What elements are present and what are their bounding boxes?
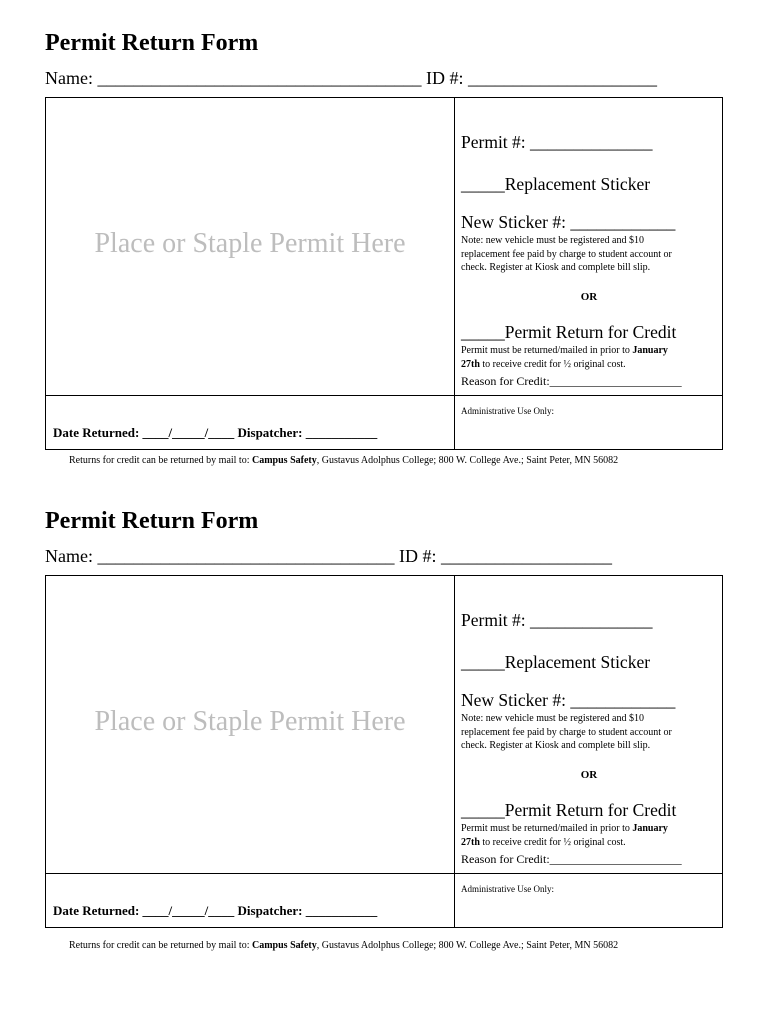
permit-box <box>45 97 723 450</box>
credit-note <box>461 822 719 849</box>
credit-deadline-month: January <box>632 823 668 834</box>
credit-note-text: Permit must be returned/mailed in prior to <box>461 823 633 834</box>
sticker-note-line: check. Register at Kiosk and complete bill slip. <box>461 740 651 751</box>
sticker-note-line: check. Register at Kiosk and complete bill slip. <box>461 262 651 273</box>
permit-placeholder: Place or Staple Permit Here <box>94 228 406 259</box>
credit-deadline-day: 27th <box>461 836 480 848</box>
mail-return-footer <box>69 939 618 952</box>
sticker-note-line: replacement fee paid by charge to student account or <box>461 248 672 260</box>
or-label: OR <box>580 291 598 303</box>
replacement-sticker-line: _____Replacement Sticker <box>461 174 651 194</box>
name-id-line: Name: ____________________________________ ID #: _____________________ <box>45 68 657 88</box>
permit-placeholder: Place or Staple Permit Here <box>94 706 406 737</box>
footer-address: , Gustavus Adolphus College; 800 W. College Ave.; Saint Peter, MN 56082 <box>316 455 619 466</box>
return-credit-line: _____Permit Return for Credit <box>461 800 677 820</box>
new-sticker-line: New Sticker #: ____________ <box>461 212 676 232</box>
credit-note-text: to receive credit for ½ original cost. <box>479 358 626 370</box>
credit-note-text: Permit must be returned/mailed in prior to <box>461 345 633 356</box>
mail-return-footer <box>69 454 618 467</box>
sticker-note-line: replacement fee paid by charge to student account or <box>461 726 672 738</box>
credit-note-text: to receive credit for ½ original cost. <box>479 836 626 848</box>
credit-deadline-month: January <box>632 345 668 356</box>
form-title: Permit Return Form <box>45 508 259 534</box>
footer-text: Returns for credit can be returned by mail to: <box>69 455 252 466</box>
footer-department: Campus Safety <box>252 455 317 466</box>
divider-vertical <box>454 576 455 928</box>
return-credit-line: _____Permit Return for Credit <box>461 322 677 342</box>
permit-box <box>45 575 723 928</box>
divider-horizontal <box>46 395 723 396</box>
divider-vertical <box>454 98 455 450</box>
sticker-note-line: Note: new vehicle must be registered and $10 <box>461 235 644 246</box>
date-dispatcher-line: Date Returned: ____/_____/____ Dispatcher: ___________ <box>53 425 378 440</box>
or-label: OR <box>580 769 598 781</box>
new-sticker-line: New Sticker #: ____________ <box>461 690 676 710</box>
name-id-line: Name: _________________________________ ID #: ___________________ <box>45 546 612 566</box>
date-dispatcher-line: Date Returned: ____/_____/____ Dispatcher: ___________ <box>53 903 378 918</box>
reason-for-credit-line: Reason for Credit:______________________ <box>461 374 682 388</box>
admin-use-label: Administrative Use Only: <box>461 884 554 894</box>
credit-deadline-day: 27th <box>461 358 480 370</box>
replacement-sticker-line: _____Replacement Sticker <box>461 652 651 672</box>
sticker-note <box>461 234 719 275</box>
form-title: Permit Return Form <box>45 30 259 56</box>
permit-number-line: Permit #: ______________ <box>461 132 653 152</box>
divider-horizontal <box>46 873 723 874</box>
credit-note <box>461 344 719 371</box>
footer-department: Campus Safety <box>252 940 317 951</box>
sticker-note-line: Note: new vehicle must be registered and $10 <box>461 713 644 724</box>
permit-return-form-1 <box>0 0 770 478</box>
footer-address: , Gustavus Adolphus College; 800 W. College Ave.; Saint Peter, MN 56082 <box>316 940 619 951</box>
reason-for-credit-line: Reason for Credit:______________________ <box>461 852 682 866</box>
footer-text: Returns for credit can be returned by mail to: <box>69 940 252 951</box>
permit-number-line: Permit #: ______________ <box>461 610 653 630</box>
admin-use-label: Administrative Use Only: <box>461 406 554 416</box>
permit-return-form-2 <box>0 478 770 956</box>
sticker-note <box>461 712 719 753</box>
